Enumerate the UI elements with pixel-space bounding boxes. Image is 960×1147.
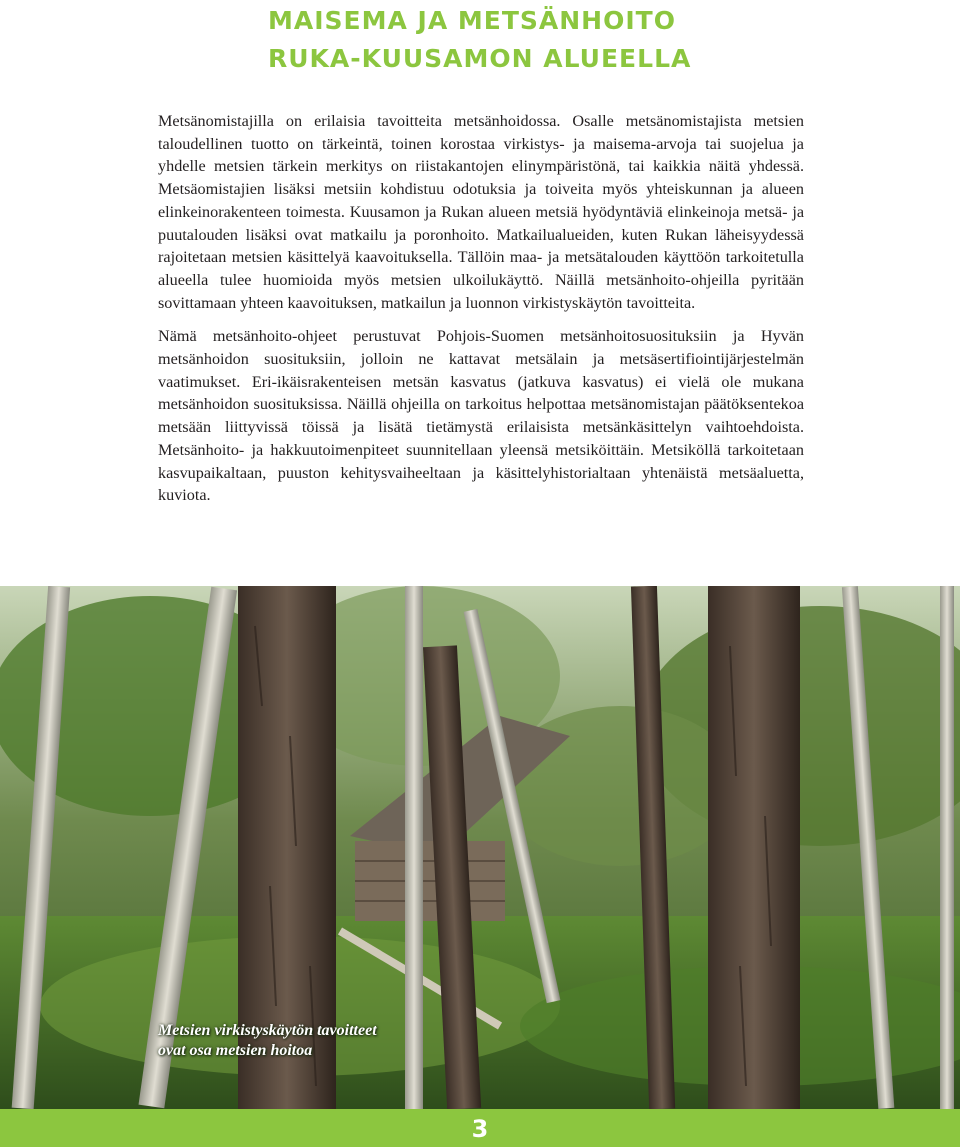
paragraph-2: Nämä metsänhoito-ohjeet perustuvat Pohjois-Suomen metsänhoitosuosituksiin ja Hyvän metsänhoidon suosituksiin, jolloin ne kattavat metsälain ja metsäsertifiointijärjestelmän vaatimukset. Eri-ikäisrakenteisen metsän kasvatus (jatkuva kasvatus) ei vielä ole mukana metsänhoidon suosituksissa. Näillä ohjeilla on tarkoitus helpottaa metsänomistajan päätöksentekoa metsään liittyvissä töissä ja lisätä tietämystä erilaisista metsänkäsittelyn vaihtoehdoista. Metsänhoito- ja hakkuutoimenpiteet suunnitellaan yleensä metsiköittäin. Metsiköllä tarkoitetaan kasvupaikaltaan, puuston kehitysvaiheeltaan ja käsittelyhistorialtaan yhtenäistä metsäaluetta, kuviota. [158, 327, 804, 505]
page-number: 3 [471, 1115, 489, 1143]
body-text [158, 110, 804, 518]
caption-line-1: Metsien virkistyskäytön tavoitteet [158, 1022, 377, 1039]
page-title [268, 2, 691, 78]
paragraph-1: Metsänomistajilla on erilaisia tavoitteita metsänhoidossa. Osalle metsänomistajista metsien taloudellinen tuotto on tärkeintä, toinen korostaa virkistys- ja maisema-arvoja tai suojelua ja yhdelle metsien tärkein merkitys on riistakantojen elinympäristönä, tai kaikkia näitä yhdessä. Metsäomistajien lisäksi metsiin kohdistuu odotuksia ja toiveita myös yhteiskunnan ja alueen elinkeinorakenteen toimesta. Kuusamon ja Rukan alueen metsiä hyödyntäviä elinkeinoja metsä- ja puutalouden lisäksi ovat matkailu ja poronhoito. Matkailualueiden, kuten Rukan läheisyydessä rajoitetaan metsien käsittelyä kaavoituksella. Tällöin maa- ja metsätalouden käyttöön tarkoitetulla alueella tulee huomioida myös metsien ulkoilukäyttö. Näillä metsänhoito-ohjeilla pyritään sovittamaan yhteen kaavoituksen, matkailun ja luonnon virkistyskäytön tavoitteita. [158, 112, 804, 312]
forest-photo [0, 586, 960, 1109]
caption-line-2: ovat osa metsien hoitoa [158, 1042, 313, 1059]
photo-caption [158, 1021, 377, 1061]
title-line-2: RUKA-KUUSAMON ALUEELLA [268, 44, 692, 73]
title-line-1: MAISEMA JA METSÄNHOITO [268, 6, 676, 35]
